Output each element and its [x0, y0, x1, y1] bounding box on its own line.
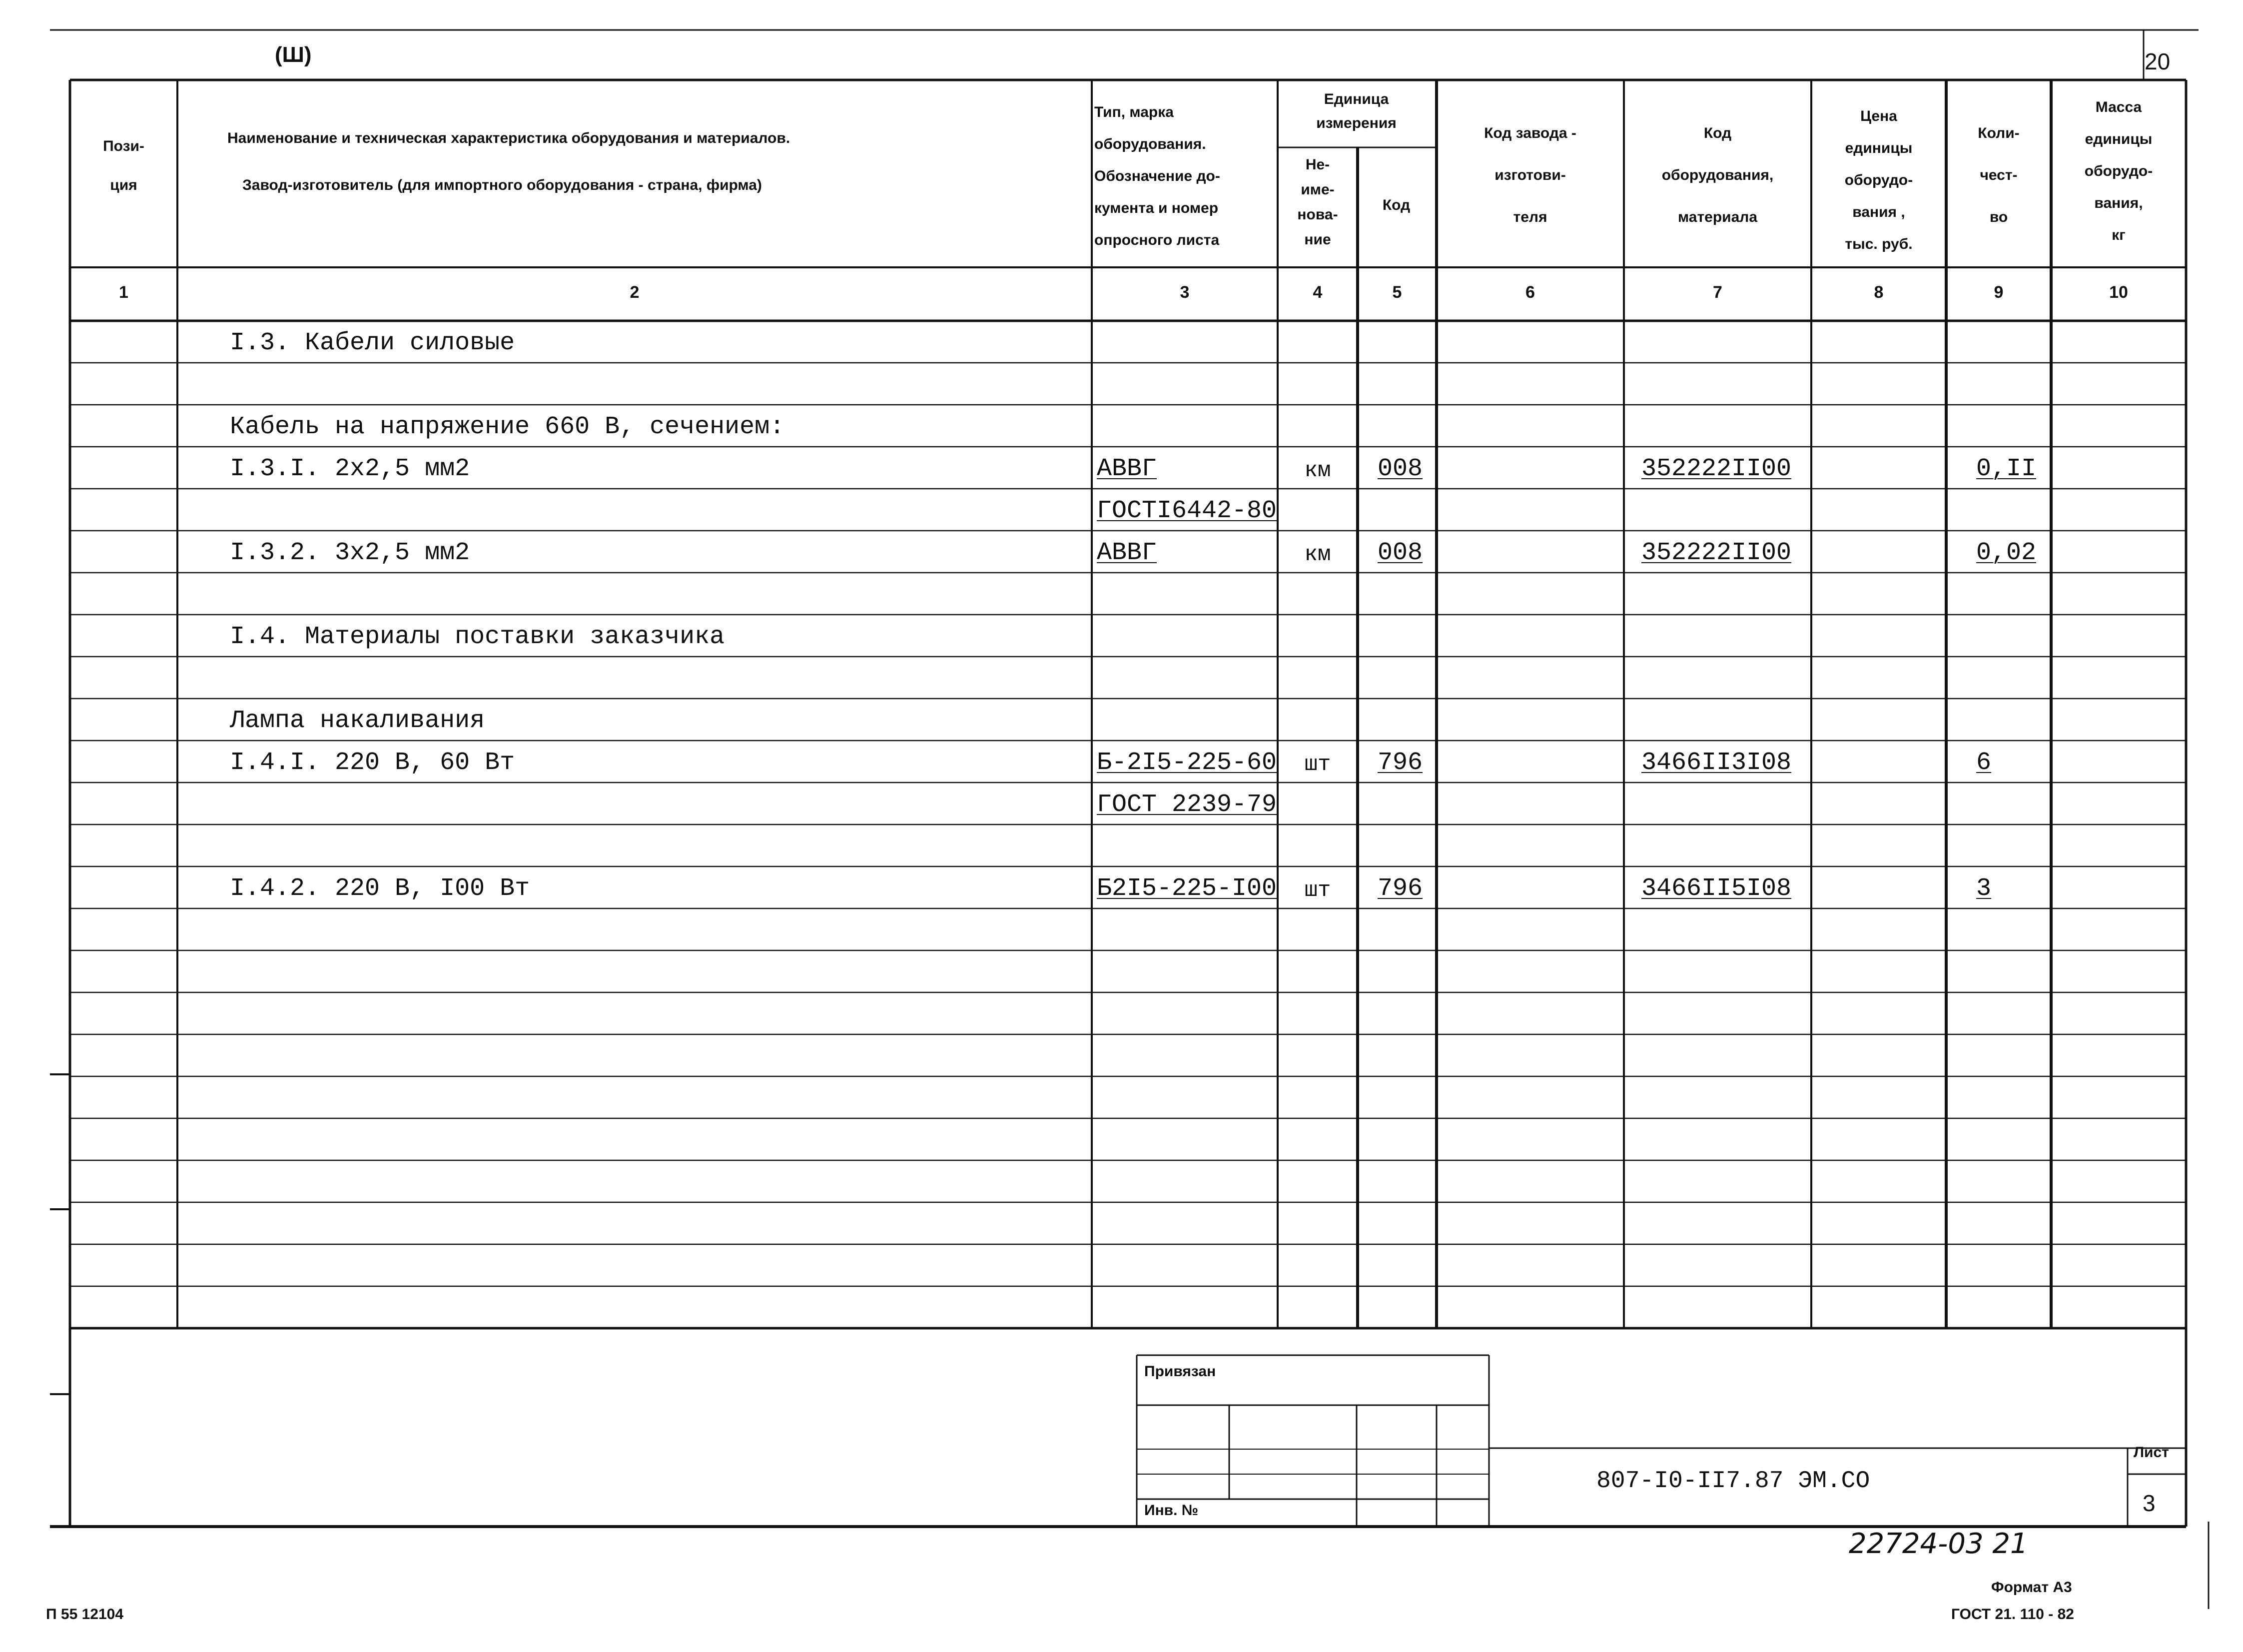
header-col9-line: Коли- — [1978, 125, 2020, 141]
header-col8-line: тыс. руб. — [1845, 236, 1913, 252]
row-type: АВВГ — [1097, 539, 1157, 567]
header-col7-line: Код — [1703, 125, 1732, 141]
stamp-inv: Инв. № — [1144, 1502, 1199, 1519]
header-col3-line: опросного листа — [1094, 232, 1220, 248]
header-col7-line: материала — [1677, 209, 1758, 225]
row-type: ГОСТ 2239-79 — [1097, 791, 1277, 819]
header-col4-line: Не- — [1305, 156, 1330, 173]
header-unit-l1: Единица — [1324, 91, 1389, 107]
sheet-number: 3 — [2143, 1490, 2156, 1516]
row-name: I.4.2. 220 В, I00 Вт — [230, 874, 530, 903]
row-name: I.3.I. 2х2,5 мм2 — [230, 455, 470, 483]
footer-left-code: П 55 12104 — [46, 1606, 124, 1623]
header-unit-l2: измерения — [1316, 115, 1397, 131]
row-quantity: 0,II — [1976, 455, 2037, 483]
column-number: 4 — [1313, 283, 1323, 302]
row-name: Лампа накаливания — [230, 707, 485, 735]
header-col10-line: вания, — [2094, 195, 2143, 211]
header-col6-line: изготови- — [1495, 167, 1566, 183]
header-col2-l2: Завод-изготовитель (для импортного оборудования - страна, фирма) — [242, 177, 762, 193]
row-code: 796 — [1378, 874, 1423, 903]
page-number: 20 — [2145, 48, 2171, 74]
row-unit: км — [1304, 458, 1331, 483]
row-material-code: 3466II5I08 — [1641, 874, 1792, 903]
row-name: Кабель на напряжение 660 В, сечением: — [230, 413, 785, 441]
header-col8-line: Цена — [1860, 108, 1897, 124]
row-type: АВВГ — [1097, 455, 1157, 483]
header-col6-line: Код завода - — [1484, 125, 1576, 141]
header-col4-line: име- — [1301, 181, 1335, 198]
top-mark: (Ш) — [275, 42, 312, 67]
header-col2-l1: Наименование и техническая характеристика оборудования и материалов. — [227, 130, 790, 146]
header-col10-line: оборудо- — [2084, 163, 2153, 179]
column-number: 1 — [119, 283, 128, 302]
column-number: 3 — [1180, 283, 1190, 302]
header-col6-line: теля — [1513, 209, 1547, 225]
header-col1-l1: Пози- — [103, 138, 144, 154]
header-col3-line: оборудования. — [1094, 136, 1206, 152]
format-label: Формат А3 — [1991, 1579, 2072, 1596]
gost-label: ГОСТ 21. 110 - 82 — [1951, 1606, 2074, 1623]
row-quantity: 6 — [1976, 749, 1992, 777]
sheet-label: Лист — [2134, 1444, 2169, 1461]
column-number: 9 — [1994, 283, 2004, 302]
header-col8-line: единицы — [1845, 140, 1913, 156]
row-code: 796 — [1378, 749, 1423, 777]
header-col4-line: нова- — [1297, 206, 1338, 223]
row-code: 008 — [1378, 539, 1423, 567]
row-type: ГОСТI6442-80 — [1097, 497, 1277, 525]
column-number: 6 — [1525, 283, 1535, 302]
header-col3-line: Обозначение до- — [1094, 168, 1220, 184]
handwritten-number: 22724-03 21 — [1849, 1528, 2028, 1560]
header-col10-line: кг — [2112, 227, 2126, 243]
header-col10-line: единицы — [2085, 131, 2153, 147]
column-number: 2 — [630, 283, 640, 302]
header-col8-line: вания , — [1852, 204, 1905, 220]
row-name: I.3. Кабели силовые — [230, 329, 515, 357]
row-name: I.4.I. 220 В, 60 Вт — [230, 749, 515, 777]
header-col1-l2: ция — [110, 177, 137, 193]
row-type: Б2I5-225-I00 — [1097, 874, 1277, 903]
row-material-code: 3466II3I08 — [1641, 749, 1792, 777]
row-name: I.3.2. 3х2,5 мм2 — [230, 539, 470, 567]
header-col3-line: Тип, марка — [1094, 104, 1174, 120]
header-col5: Код — [1382, 197, 1411, 213]
row-type: Б-2I5-225-60 — [1097, 749, 1277, 777]
column-number: 10 — [2109, 283, 2128, 302]
header-col8-line: оборудо- — [1844, 172, 1913, 188]
document-code: 807-I0-II7.87 ЭМ.СО — [1596, 1468, 1870, 1495]
stamp-privyazan: Привязан — [1144, 1363, 1216, 1380]
row-material-code: 352222II00 — [1641, 539, 1792, 567]
row-unit: шт — [1304, 752, 1331, 777]
column-number: 5 — [1392, 283, 1402, 302]
column-number: 7 — [1713, 283, 1722, 302]
header-col4-line: ние — [1304, 231, 1331, 248]
header-col9-line: чест- — [1980, 167, 2018, 183]
row-name: I.4. Материалы поставки заказчика — [230, 623, 725, 651]
row-unit: км — [1304, 542, 1331, 567]
row-quantity: 0,02 — [1976, 539, 2037, 567]
header-col7-line: оборудования, — [1661, 167, 1774, 183]
row-unit: шт — [1304, 878, 1331, 903]
header-col3-line: кумента и номер — [1094, 200, 1219, 216]
header-col10-line: Масса — [2095, 99, 2142, 115]
row-material-code: 352222II00 — [1641, 455, 1792, 483]
header-col9-line: во — [1989, 209, 2008, 225]
row-code: 008 — [1378, 455, 1423, 483]
row-quantity: 3 — [1976, 874, 1992, 903]
column-number: 8 — [1874, 283, 1884, 302]
